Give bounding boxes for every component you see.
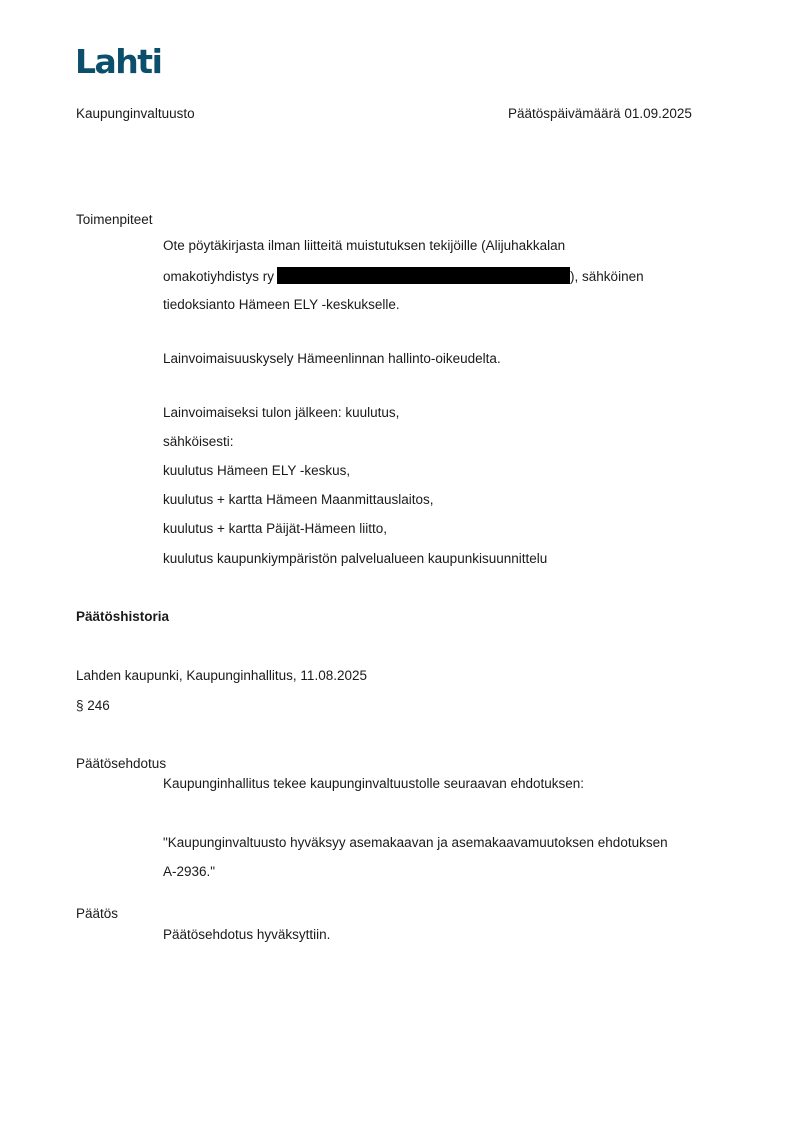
list-item: sähköisesti:	[163, 434, 234, 449]
list-item: Lainvoimaiseksi tulon jälkeen: kuulutus,	[163, 405, 400, 420]
list-item: kuulutus + kartta Hämeen Maanmittauslaitos,	[163, 492, 434, 507]
decision-date: Päätöspäivämäärä 01.09.2025	[508, 106, 692, 121]
list-item: kuulutus + kartta Päijät-Hämeen liitto,	[163, 521, 387, 536]
organ-name: Kaupunginvaltuusto	[76, 106, 195, 121]
toimenpiteet-line-3: tiedoksianto Hämeen ELY -keskukselle.	[163, 297, 400, 312]
proposal-quote-line-1: "Kaupunginvaltuusto hyväksyy asemakaavan ja asemakaavamuutoksen ehdotuksen	[163, 835, 668, 850]
toimenpiteet-line-2b: ), sähköinen	[570, 269, 644, 284]
history-heading: Päätöshistoria	[76, 609, 170, 624]
proposal-text: Kaupunginhallitus tekee kaupunginvaltuustolle seuraavan ehdotuksen:	[163, 776, 585, 791]
toimenpiteet-line-2a: omakotiyhdistys ry	[163, 269, 275, 284]
lahti-logo: Lahti	[75, 42, 162, 81]
decision-heading: Päätös	[76, 906, 119, 921]
toimenpiteet-para-2: Lainvoimaisuuskysely Hämeenlinnan hallinto-oikeudelta.	[163, 351, 501, 366]
decision-text: Päätösehdotus hyväksyttiin.	[163, 927, 331, 942]
toimenpiteet-line-1: Ote pöytäkirjasta ilman liitteitä muistutuksen tekijöille (Alijuhakkalan	[163, 238, 566, 253]
history-meeting: Lahden kaupunki, Kaupunginhallitus, 11.08.2025	[76, 668, 367, 683]
history-section: § 246	[76, 698, 110, 713]
proposal-quote-line-2: A-2936."	[163, 864, 216, 879]
toimenpiteet-heading: Toimenpiteet	[76, 212, 153, 227]
toimenpiteet-line-2	[163, 267, 644, 284]
proposal-heading: Päätösehdotus	[76, 756, 167, 771]
redaction-box	[277, 267, 570, 284]
list-item: kuulutus Hämeen ELY -keskus,	[163, 463, 351, 478]
list-item: kuulutus kaupunkiympäristön palvelualueen kaupunkisuunnittelu	[163, 551, 548, 566]
